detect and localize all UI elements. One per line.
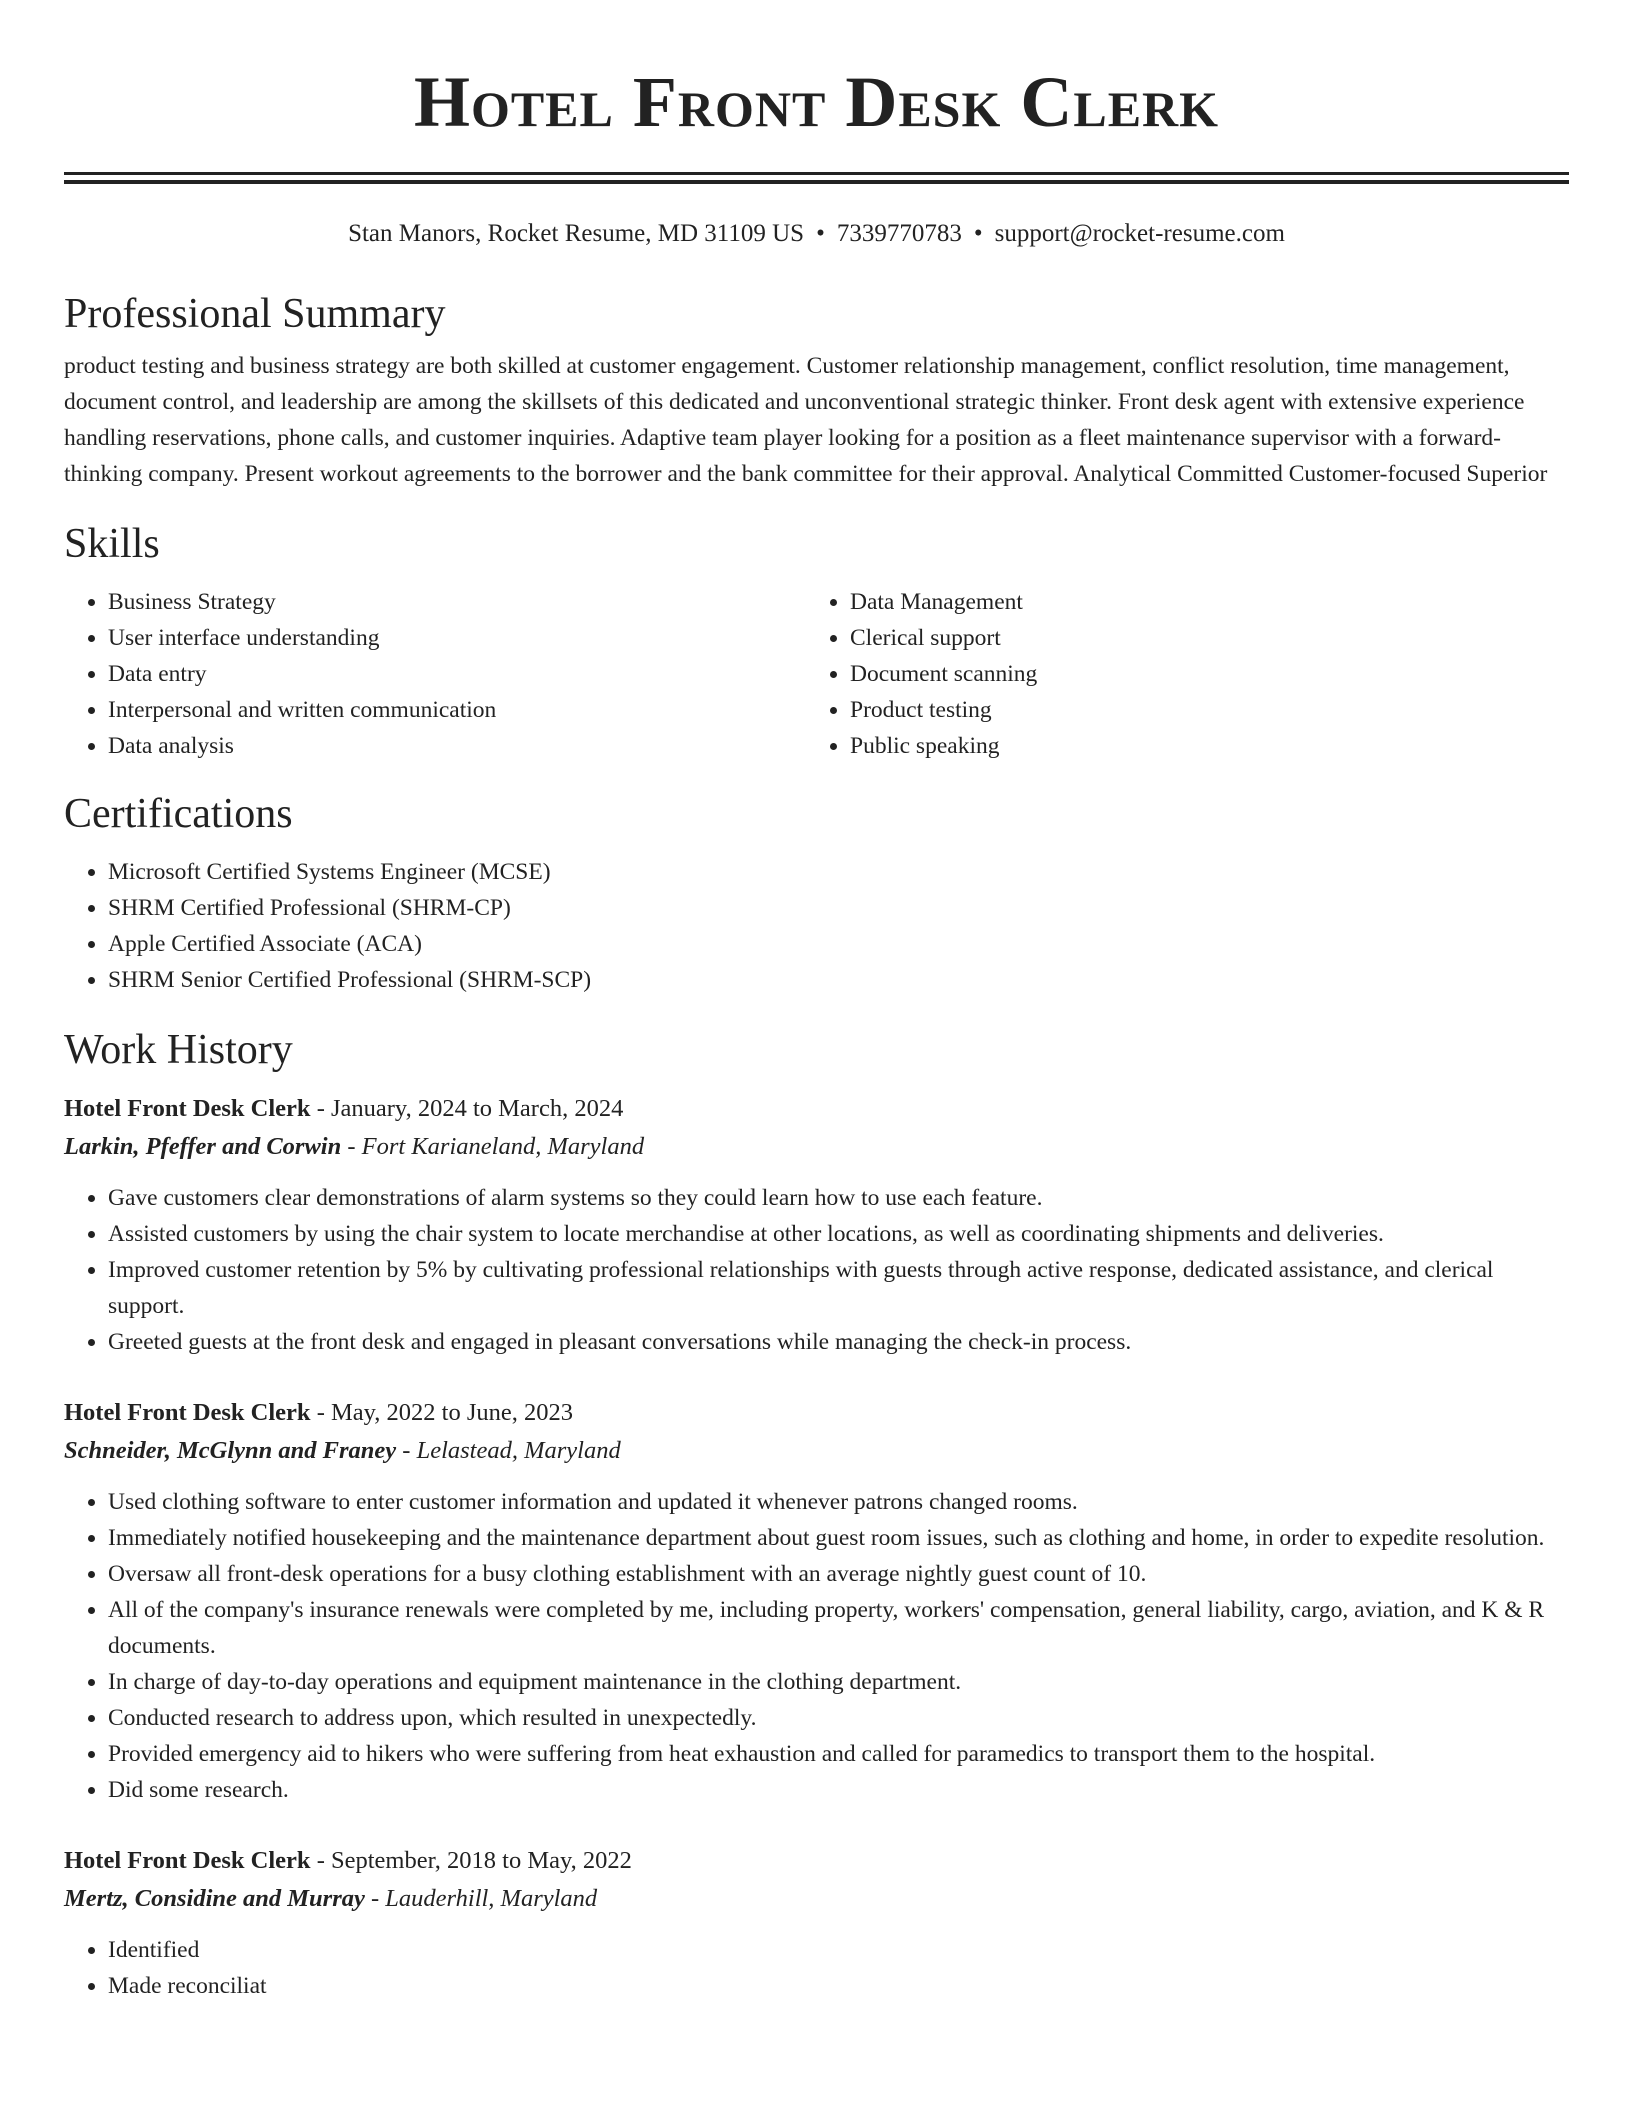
job-employer [64,1880,1569,1918]
summary-text: product testing and business strategy are both skilled at customer engagement. Customer relationship management, conflict resolution, time management, document control, and leadership are among the skillsets of this dedicated and unconventional strategic thinker. Front desk agent with extensive experience handling reservations, phone calls, and customer inquiries. Adaptive team player looking for a position as a fleet maintenance supervisor with a forward-thinking company. Present workout agreements to the borrower and the bank committee for their approval. Analytical Committed Customer-focused Superior [64,353,1548,487]
skill-item: • Data analysis [108,728,806,764]
skills-column-left [64,584,806,764]
job-bullet: • Assisted customers by using the chair system to locate merchandise at other locations, as well as coordinating shipments and deliveries. [108,1216,1569,1252]
job-dates: - May, 2022 to June, 2023 [310,1399,574,1426]
job-bullet: • Did some research. [108,1772,1569,1808]
job-entry [64,1090,1569,1360]
job-header [64,1842,1569,1880]
job-bullet: • All of the company's insurance renewals were completed by me, including property, workers' compensation, general liability, cargo, aviation, and K & R documents. [108,1592,1569,1664]
certification-item: • SHRM Certified Professional (SHRM-CP) [108,890,1569,926]
company-name: Larkin, Pfeffer and Corwin [64,1133,342,1160]
skills-column-right [806,584,1548,764]
job-title: Hotel Front Desk Clerk [64,1095,311,1122]
skill-item: • Interpersonal and written communication [108,692,806,728]
skills-list-left [64,584,806,764]
contact-phone: 7339770783 [836,220,962,247]
skill-item: • Public speaking [850,728,1548,764]
job-bullet: • Made reconciliat [108,1968,1569,2004]
skills-list-right [806,584,1548,764]
job-bullet: • Oversaw all front-desk operations for a busy clothing establishment with an average nightly guest count of 10. [108,1556,1569,1592]
job-bullet: • Immediately notified housekeeping and the maintenance department about guest room issues, such as clothing and home, in order to expedite resolution. [108,1520,1569,1556]
company-name: Mertz, Considine and Murray [64,1885,365,1912]
job-bullet: • Greeted guests at the front desk and engaged in pleasant conversations while managing the check-in process. [108,1324,1569,1360]
contact-separator: • [816,220,825,247]
job-title: Hotel Front Desk Clerk [64,1847,311,1874]
job-bullet: • Provided emergency aid to hikers who were suffering from heat exhaustion and called for paramedics to transport them to the hospital. [108,1736,1569,1772]
job-bullet: • Improved customer retention by 5% by cultivating professional relationships with guests through active response, dedicated assistance, and clerical support. [108,1252,1569,1324]
certifications-list [64,854,1569,998]
job-bullet-list [64,1932,1569,2004]
skill-item: • Data Management [850,584,1548,620]
job-header [64,1394,1569,1432]
company-name: Schneider, McGlynn and Franey [64,1437,397,1464]
job-bullet: • Identified [108,1932,1569,1968]
job-bullet: • Conducted research to address upon, which resulted in unexpectedly. [108,1700,1569,1736]
skill-item: • Clerical support [850,620,1548,656]
contact-email: support@rocket-resume.com [994,220,1285,247]
job-location: - Lauderhill, Maryland [364,1885,598,1912]
certifications-heading: Certifications [64,791,293,837]
job-bullet: • Used clothing software to enter customer information and updated it whenever patrons changed rooms. [108,1484,1569,1520]
summary-heading: Professional Summary [64,291,446,337]
resume-page [64,0,1569,2004]
job-location: - Lelastead, Maryland [396,1437,621,1464]
skills-heading: Skills [64,521,160,567]
job-location: - Fort Karianeland, Maryland [341,1133,645,1160]
work-history-heading: Work History [64,1027,293,1073]
certification-item: • Apple Certified Associate (ACA) [108,926,1569,962]
job-title: Hotel Front Desk Clerk [64,1399,311,1426]
job-bullet-list [64,1484,1569,1808]
skill-item: • User interface understanding [108,620,806,656]
job-entry [64,1842,1569,2004]
job-header [64,1090,1569,1128]
job-bullet-list [64,1180,1569,1360]
title-divider-top [64,172,1569,175]
skill-item: • Business Strategy [108,584,806,620]
certification-item: • Microsoft Certified Systems Engineer (MCSE) [108,854,1569,890]
contact-address: Stan Manors, Rocket Resume, MD 31109 US [348,220,805,247]
contact-line [64,218,1569,250]
job-employer [64,1432,1569,1470]
title-divider-bottom [64,180,1569,184]
skills-columns [64,584,1569,764]
job-bullet: • In charge of day-to-day operations and equipment maintenance in the clothing department. [108,1664,1569,1700]
job-employer [64,1128,1569,1166]
skill-item: • Data entry [108,656,806,692]
resume-title: Hotel Front Desk Clerk [413,62,1220,142]
contact-separator: • [973,220,983,247]
job-dates: - September, 2018 to May, 2022 [310,1847,632,1874]
skill-item: • Document scanning [850,656,1548,692]
job-dates: - January, 2024 to March, 2024 [310,1095,624,1122]
job-bullet: • Gave customers clear demonstrations of alarm systems so they could learn how to use each feature. [108,1180,1569,1216]
skill-item: • Product testing [850,692,1548,728]
certification-item: • SHRM Senior Certified Professional (SHRM-SCP) [108,962,1569,998]
job-entry [64,1394,1569,1808]
